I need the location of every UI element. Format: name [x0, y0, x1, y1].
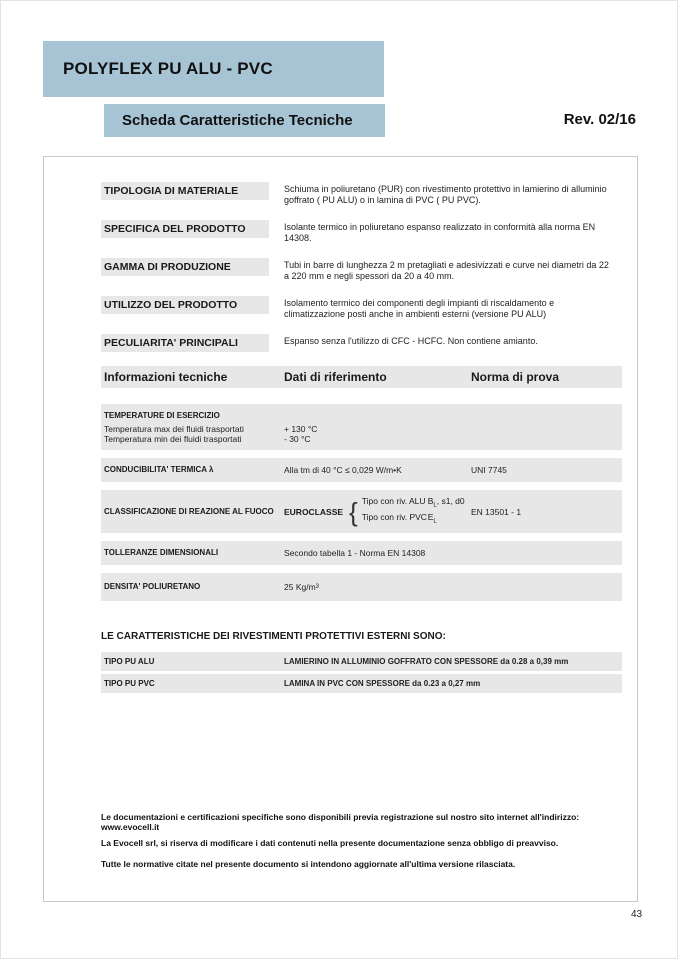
row-label: CONDUCIBILITA' TERMICA λ: [104, 465, 214, 474]
table-header-info: Informazioni tecniche: [104, 370, 228, 384]
table-row-density: [101, 573, 622, 601]
revision-label: Rev. 02/16: [563, 111, 636, 128]
sheet-title: Scheda Caratteristiche Tecniche: [122, 112, 353, 129]
spec-label: UTILIZZO DEL PRODOTTO: [101, 296, 269, 314]
spec-label: PECULIARITA' PRINCIPALI: [101, 334, 269, 352]
table-header-norma: Norma di prova: [471, 370, 560, 384]
spec-row-gamma: [101, 258, 622, 282]
coating-value: LAMINA IN PVC CON SPESSORE da 0.23 a 0,27 mm: [284, 679, 481, 689]
spacer: [284, 410, 471, 422]
temp-max-value: + 130 °C: [284, 424, 318, 434]
product-title: POLYFLEX PU ALU - PVC: [63, 59, 273, 78]
temp-max-label: Temperatura max dei fluidi trasportati: [104, 424, 244, 434]
fire-class-norm: EN 13501 - 1: [471, 506, 522, 517]
coating-label: TIPO PU ALU: [104, 657, 155, 667]
coating-row-pvc: [101, 674, 622, 693]
spec-description: Schiuma in poliuretano (PUR) con rivestimento protettivo in lamierino di alluminio goffrato ( PU ALU) o in lamina di PVC ( PU PVC).: [284, 184, 607, 205]
coating-value: LAMIERINO IN ALLUMINIO GOFFRATO CON SPESSORE da 0.28 a 0,39 mm: [284, 657, 569, 667]
coatings-heading: LE CARATTERISTICHE DEI RIVESTIMENTI PROTETTIVI ESTERNI SONO:: [101, 631, 446, 643]
footer-note-registration: Le documentazioni e certificazioni specifiche sono disponibili previa registrazione sul nostro sito internet all'indirizzo: www.evocell.it: [101, 812, 580, 832]
density-value: 25 Kg/m 3: [284, 582, 319, 593]
temperature-col3: [471, 410, 622, 444]
spec-label: SPECIFICA DEL PRODOTTO: [101, 220, 269, 238]
coating-row-alu: [101, 652, 622, 671]
coating-label: TIPO PU PVC: [104, 679, 155, 689]
euroclasse-alu-class: $B_L$, s1, d0: [427, 496, 465, 509]
spec-label: TIPOLOGIA DI MATERIALE: [101, 182, 269, 200]
row-label: TOLLERANZE DIMENSIONALI: [104, 548, 219, 558]
brace-glyph: {: [349, 496, 358, 527]
table-header-row: [101, 366, 622, 388]
tolerances-value: Secondo tabella 1 - Norma EN 14308: [284, 548, 426, 559]
table-row-conductivity: [101, 458, 622, 482]
spec-description: Isolante termico in poliuretano espanso realizzato in conformità alla norma EN 14308.: [284, 222, 596, 243]
table-header-dati: Dati di riferimento: [284, 370, 387, 384]
spec-description: Isolamento termico dei componenti degli impianti di riscaldamento e climatizzazione posti anche in ambienti esterni (versione PU ALU): [284, 298, 555, 319]
spec-label: GAMMA DI PRODUZIONE: [101, 258, 269, 276]
row-label: TEMPERATURE DI ESERCIZIO: [104, 411, 220, 420]
footer-notes: [101, 812, 622, 869]
temperature-col2: [284, 410, 471, 444]
footer-note-norms: Tutte le normative citate nel presente documento si intendono aggiornate all'ultima versione rilasciata.: [101, 859, 516, 869]
content-frame: [43, 156, 638, 902]
conductivity-value: Alla tm di 40 °C ≤ 0,029 W/m•K: [284, 465, 402, 475]
euroclasse-line-pvc: Tipo con riv. PVC $E_L$: [362, 512, 465, 528]
euroclasse-pvc-class: $E_L$: [427, 511, 437, 525]
euroclasse-label: EUROCLASSE: [284, 506, 344, 517]
fire-class-value: [284, 496, 471, 527]
spec-row-tipologia: [101, 182, 622, 206]
sheet-title-banner: [104, 104, 385, 137]
euroclasse-lines: [362, 496, 465, 527]
spec-description: Espanso senza l'utilizzo di CFC - HCFC. Non contiene amianto.: [284, 336, 538, 346]
spec-row-specifica: [101, 220, 622, 244]
spec-description: Tubi in barre di lunghezza 2 m pretagliati e adesivizzati e curve nei diametri da 22 a 220 mm e negli spessori da 20 a 40 mm.: [284, 260, 609, 281]
temp-min-label: Temperatura min dei fluidi trasportati: [104, 434, 242, 444]
euroclasse-line-alu: Tipo con riv. ALU $B_L$, s1, d0: [362, 496, 465, 512]
spec-row-peculiarita: [101, 334, 622, 352]
table-row-tolerances: [101, 541, 622, 565]
footer-note-disclaimer: La Evocell srl, si riserva di modificare i dati contenuti nella presente documentazione senza obbligo di preavviso.: [101, 838, 559, 848]
conductivity-norm: UNI 7745: [471, 465, 507, 475]
content-inner: [101, 182, 622, 693]
row-label: CLASSIFICAZIONE DI REAZIONE AL FUOCO: [104, 506, 274, 516]
row-label: DENSITA' POLIURETANO: [104, 582, 201, 592]
spec-row-utilizzo: [101, 296, 622, 320]
table-row-temperature: [101, 404, 622, 450]
page-number: 43: [631, 909, 643, 920]
temp-min-value: - 30 °C: [284, 434, 311, 444]
product-title-banner: [43, 41, 384, 97]
table-row-fire-classification: [101, 490, 622, 533]
temperature-col1: [104, 410, 284, 444]
